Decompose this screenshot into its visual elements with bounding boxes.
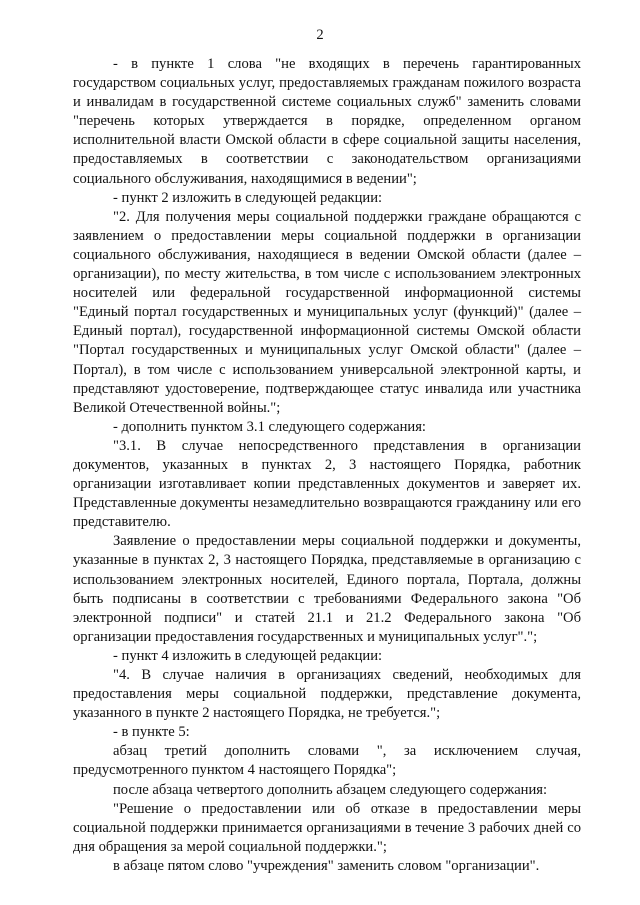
paragraph-point-5-decision: "Решение о предоставлении или об отказе в предоставлении меры социальной поддержки принимается организациями в течение 3 рабочих дней со дня обращения за мерой социальной поддержки."; bbox=[73, 800, 581, 855]
paragraph-point-4-text: "4. В случае наличия в организациях сведений, необходимых для предоставления меры социальной поддержки, представление документа, указанного в пункте 2 настоящего Порядка, не требуется."; bbox=[73, 667, 581, 722]
paragraph-amend-point-1: - в пункте 1 слова "не входящих в перечень гарантированных государством социальных услуг, предоставляемых гражданам пожилого возраста и инвалидам в государственной системе социальных служб" заменить словами "перечень которых утверждается в порядке, определенном органом исполнительной власти Омской области в сфере социальной защиты населения, предоставляемых в соответствии с законодательством организациями социального обслуживания, находящимися в ведении"; bbox=[73, 56, 581, 187]
paragraph-point-3-1-signature: Заявление о предоставлении меры социальной поддержки и документы, указанные в пунктах 2, 3 настоящего Порядка, представляемые в организацию с использованием электронных носителей, Единого портала, Портала, должны быть подписаны в соответствии с требованиями Федерального закона "Об электронной подписи" и статей 21.1 и 21.2 Федерального закона "Об организации предоставления государственных и муниципальных услуг"."; bbox=[73, 533, 581, 645]
paragraph-point-2-header: - пункт 2 изложить в следующей редакции: bbox=[113, 189, 383, 206]
document-body bbox=[73, 55, 581, 876]
paragraph-point-2-text: "2. Для получения меры социальной поддержки граждане обращаются с заявлением о предоставлении меры социальной поддержки в организации социального обслуживания, находящиеся в ведении Омской области (далее – организации), по месту жительства, в том числе с использованием электронных носителей или федеральной государственной информационной системы "Единый портал государственных и муниципальных услуг (функций)" (далее – Единый портал), государственной информационной системы Омской области "Портал государственных и муниципальных услуг Омской области" (далее – Портал), в том числе с использованием универсальной электронной карты, и представляют удостоверение, подтверждающее статус инвалида или участника Великой Отечественной войны."; bbox=[73, 208, 581, 416]
paragraph-point-4-header: - пункт 4 изложить в следующей редакции: bbox=[113, 647, 383, 664]
paragraph-point-5-after-fourth: после абзаца четвертого дополнить абзацем следующего содержания: bbox=[113, 781, 548, 798]
paragraph-point-5-header: - в пункте 5: bbox=[113, 724, 190, 741]
paragraph-point-5-fifth: в абзаце пятом слово "учреждения" заменить словом "организации". bbox=[113, 857, 540, 874]
paragraph-add-point-3-1: - дополнить пунктом 3.1 следующего содержания: bbox=[113, 418, 426, 435]
paragraph-point-3-1-text: "3.1. В случае непосредственного представления в организации документов, указанных в пунктах 2, 3 настоящего Порядка, работник организации изготавливает копии представленных документов и заверяет их. Представленные документы незамедлительно возвращаются гражданину или его представителю. bbox=[73, 437, 581, 531]
paragraph-point-5-third: абзац третий дополнить словами ", за исключением случая, предусмотренного пунктом 4 настоящего Порядка"; bbox=[73, 743, 581, 779]
page-number: 2 bbox=[316, 27, 324, 43]
